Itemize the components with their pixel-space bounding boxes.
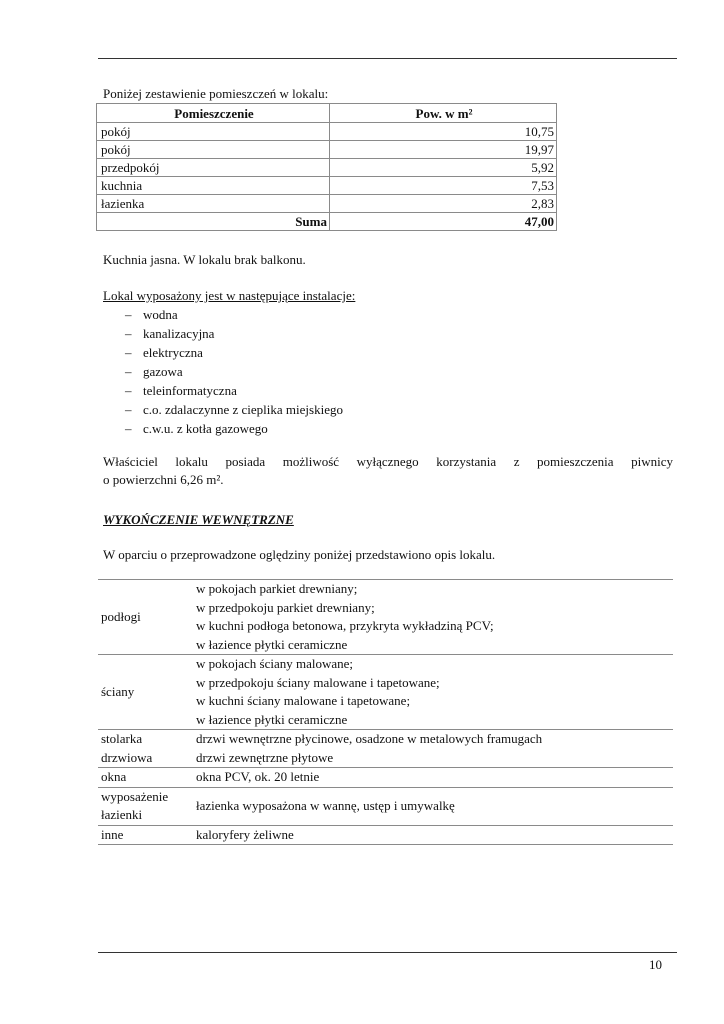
installations-list (103, 305, 673, 438)
basis-note: W oparciu o przeprowadzone oględziny poniżej przedstawiono opis lokalu. (103, 547, 496, 562)
room-name: pokój (97, 141, 330, 159)
sum-label: Suma (97, 213, 330, 231)
list-item (125, 324, 673, 343)
dash-bullet: – (125, 383, 132, 398)
table-row (98, 768, 673, 788)
finish-value (190, 825, 673, 845)
list-item (125, 343, 673, 362)
installation-label: kanalizacyjna (143, 326, 215, 341)
finish-line: w kuchni ściany malowane i tapetowane; (196, 693, 411, 708)
dash-bullet: – (125, 421, 132, 436)
installation-label: c.o. zdalaczynne z cieplika miejskiego (143, 402, 343, 417)
dash-bullet: – (125, 326, 132, 341)
cellar-note-line2: o powierzchni 6,26 m². (103, 472, 224, 487)
finish-line: w kuchni podłoga betonowa, przykryta wykładziną PCV; (196, 618, 494, 633)
room-area: 7,53 (330, 177, 557, 195)
finish-label-line: inne (101, 826, 124, 842)
header-rule (98, 58, 677, 59)
table-row (97, 123, 557, 141)
finish-label-line: okna (101, 769, 127, 784)
finish-line: w przedpokoju parkiet drewniany; (196, 599, 375, 615)
table-row (98, 787, 673, 825)
table-row (98, 580, 673, 655)
table-row (97, 177, 557, 195)
finish-label-line: łazienki (101, 807, 143, 822)
finish-label (98, 655, 190, 730)
finish-label (98, 825, 190, 845)
room-area: 19,97 (330, 141, 557, 159)
cellar-note (103, 453, 673, 489)
finish-label-line: wyposażenie (101, 788, 169, 804)
finish-value (190, 655, 673, 730)
kitchen-note: Kuchnia jasna. W lokalu brak balkonu. (103, 252, 306, 267)
dash-bullet: – (125, 345, 132, 360)
finish-label-line: drzwiowa (101, 749, 153, 765)
room-name: przedpokój (97, 159, 330, 177)
table-row (98, 655, 673, 730)
finish-label (98, 730, 190, 768)
finish-label-line: podłogi (101, 608, 141, 624)
sum-row (97, 213, 557, 231)
installation-label: teleinformatyczna (143, 383, 237, 398)
table-row (98, 825, 673, 845)
finish-label (98, 580, 190, 655)
finish-line: okna PCV, ok. 20 letnie (196, 769, 320, 784)
finish-line: drzwi wewnętrzne płycinowe, osadzone w metalowych framugach (196, 731, 543, 746)
rooms-table-header (97, 104, 557, 123)
installation-label: c.w.u. z kotła gazowego (143, 421, 268, 436)
table-row (97, 195, 557, 213)
finish-line: w pokojach ściany malowane; (196, 656, 354, 671)
finish-value (190, 730, 673, 768)
finish-line: w łazience płytki ceramiczne (196, 636, 348, 652)
page-content (103, 85, 673, 845)
finish-line: w pokojach parkiet drewniany; (196, 581, 358, 596)
sum-value: 47,00 (330, 213, 557, 231)
finish-line: w łazience płytki ceramiczne (196, 711, 348, 727)
finish-label-line: stolarka (101, 731, 143, 746)
installation-label: wodna (143, 307, 178, 322)
room-area: 2,83 (330, 195, 557, 213)
finish-label (98, 787, 190, 825)
list-item (125, 305, 673, 324)
list-item (125, 362, 673, 381)
room-area: 5,92 (330, 159, 557, 177)
finish-value (190, 787, 673, 825)
table-row (97, 159, 557, 177)
room-name: kuchnia (97, 177, 330, 195)
finish-table (98, 579, 673, 845)
rooms-intro: Poniżej zestawienie pomieszczeń w lokalu: (103, 86, 329, 101)
finish-label (98, 768, 190, 788)
header-room: Pomieszczenie (97, 104, 330, 123)
dash-bullet: – (125, 402, 132, 417)
finish-line: kaloryfery żeliwne (196, 826, 294, 842)
page-number: 10 (649, 957, 662, 972)
room-name: łazienka (97, 195, 330, 213)
footer-rule (98, 952, 677, 953)
dash-bullet: – (125, 364, 132, 379)
section-heading: WYKOŃCZENIE WEWNĘTRZNE (103, 512, 294, 527)
table-row (98, 730, 673, 768)
list-item (125, 400, 673, 419)
room-area: 10,75 (330, 123, 557, 141)
list-item (125, 419, 673, 438)
finish-line: w przedpokoju ściany malowane i tapetowane; (196, 674, 440, 690)
installation-label: gazowa (143, 364, 183, 379)
rooms-table (96, 103, 557, 231)
finish-value (190, 580, 673, 655)
finish-value (190, 768, 673, 788)
header-area: Pow. w m² (330, 104, 557, 123)
list-item (125, 381, 673, 400)
finish-line: drzwi zewnętrzne płytowe (196, 749, 334, 765)
installations-title: Lokal wyposażony jest w następujące instalacje: (103, 288, 356, 303)
finish-line: łazienka wyposażona w wannę, ustęp i umywalkę (196, 797, 455, 813)
installation-label: elektryczna (143, 345, 203, 360)
table-row (97, 141, 557, 159)
finish-label-line: ściany (101, 683, 135, 699)
dash-bullet: – (125, 307, 132, 322)
room-name: pokój (97, 123, 330, 141)
cellar-note-line1: Właściciel lokalu posiada możliwość wyłącznego korzystania z pomieszczenia piwnicy (103, 454, 673, 469)
